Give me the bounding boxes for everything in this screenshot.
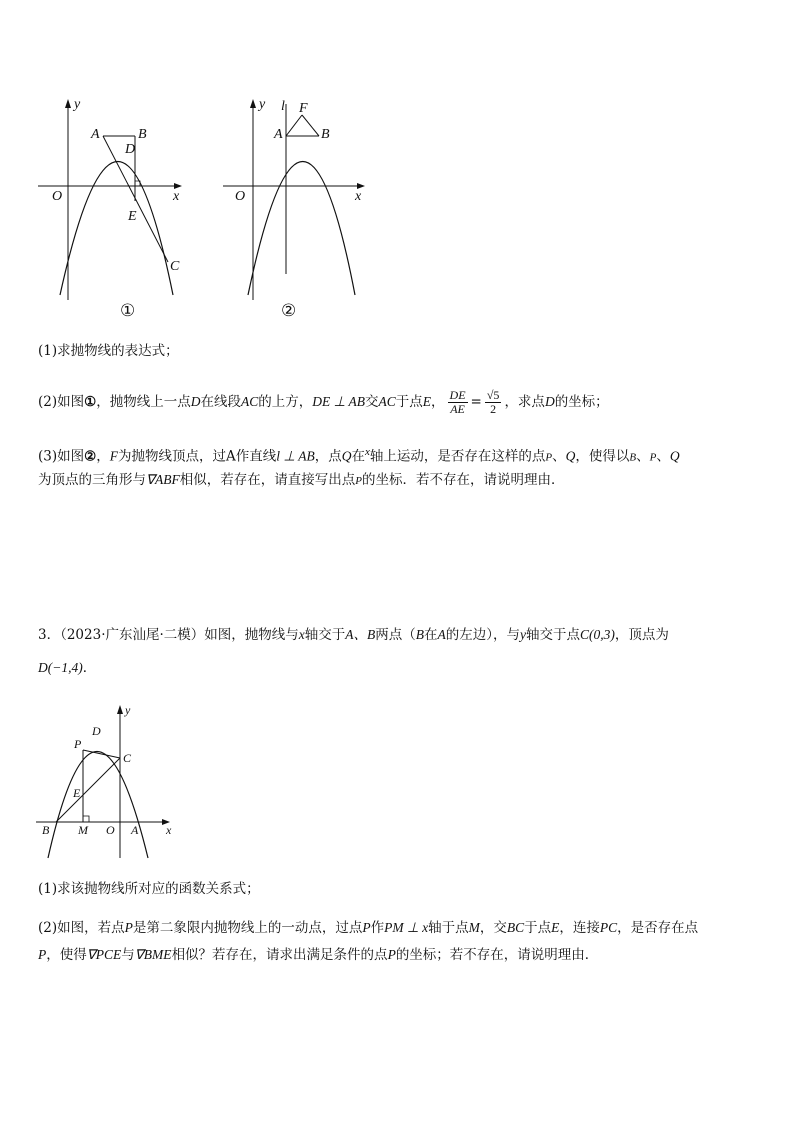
right-angle-mark <box>83 816 89 822</box>
fraction-sqrt5-2: $\frac{√5}{2}$ <box>486 388 500 416</box>
label-D: D <box>92 724 101 738</box>
q3-part2-line1: (2)如图，若点P是第二象限内抛物线上的一动点，过点P作PM ⊥ x轴于点M，交BC于点E，连接PC，是否存在点 <box>38 920 699 936</box>
label-C: C <box>170 259 180 274</box>
q2-part2: (2)如图①，抛物线上一点D在线段AC的上方，DE ⊥ AB交AC于点E， $\frac{DE}{AE}$ = $\frac{√5}{2}$ ，求点D的坐标； <box>38 388 609 416</box>
caption-2: ② <box>281 301 297 320</box>
label-B: B <box>138 127 147 142</box>
figure-3 <box>30 700 190 865</box>
q3-part2-line2: P，使得∇PCE与∇BME相似？若存在，请求出满足条件的点P的坐标；若不存在，请说明理由． <box>38 947 599 963</box>
parabola <box>48 752 148 859</box>
label-E: E <box>128 209 137 224</box>
label-B: B <box>42 823 50 837</box>
y-axis-arrow-icon <box>250 99 256 108</box>
label-A: A <box>91 127 100 142</box>
label-x: x <box>173 189 180 204</box>
label-origin: O <box>235 189 246 204</box>
q3-header-line1: 3．（2023·广东汕尾·二模）如图，抛物线与x轴交于A、B两点（B在A的左边），与y轴交于点C(0,3)，顶点为 <box>38 627 669 643</box>
q2-part3-line1: (3)如图②，F为抛物线顶点，过A作直线l ⊥ AB，点Q在$^x$轴上运动，是否存在这样的点P、Q，使得以B、P、Q <box>38 446 680 465</box>
figure-2 <box>215 90 375 325</box>
figure-1 <box>30 90 190 325</box>
label-y: y <box>74 97 81 112</box>
y-axis-arrow-icon <box>117 705 123 714</box>
label-y: y <box>125 703 131 717</box>
label-A: A <box>131 823 139 837</box>
y-axis-arrow-icon <box>65 99 71 108</box>
label-M: M <box>78 823 88 837</box>
q3-part1: (1)求该抛物线所对应的函数关系式； <box>38 881 260 897</box>
segment-AF <box>286 115 302 136</box>
label-E: E <box>73 786 81 800</box>
label-x: x <box>166 823 172 837</box>
q2-part1: (1)求抛物线的表达式； <box>38 343 179 359</box>
q3-header-line2: D(−1,4)． <box>38 660 97 676</box>
label-origin: O <box>52 189 63 204</box>
q2-part3-line2: 为顶点的三角形与∇ABF相似，若存在，请直接写出点P的坐标．若不存在，请说明理由． <box>38 472 565 488</box>
label-l: l <box>281 99 285 114</box>
label-D: D <box>125 142 136 157</box>
segment-BC <box>56 758 120 822</box>
parabola <box>60 162 173 296</box>
segment-FB <box>302 115 319 136</box>
parabola <box>248 162 355 296</box>
label-B: B <box>321 127 330 142</box>
label-y: y <box>259 97 266 112</box>
caption-1: ① <box>120 301 136 320</box>
label-P: P <box>74 737 82 751</box>
label-O: O <box>106 823 115 837</box>
label-C: C <box>123 751 132 765</box>
label-x: x <box>355 189 362 204</box>
label-A: A <box>274 127 283 142</box>
label-F: F <box>299 101 308 116</box>
fraction-DE-AE: $\frac{DE}{AE}$ <box>449 388 466 416</box>
